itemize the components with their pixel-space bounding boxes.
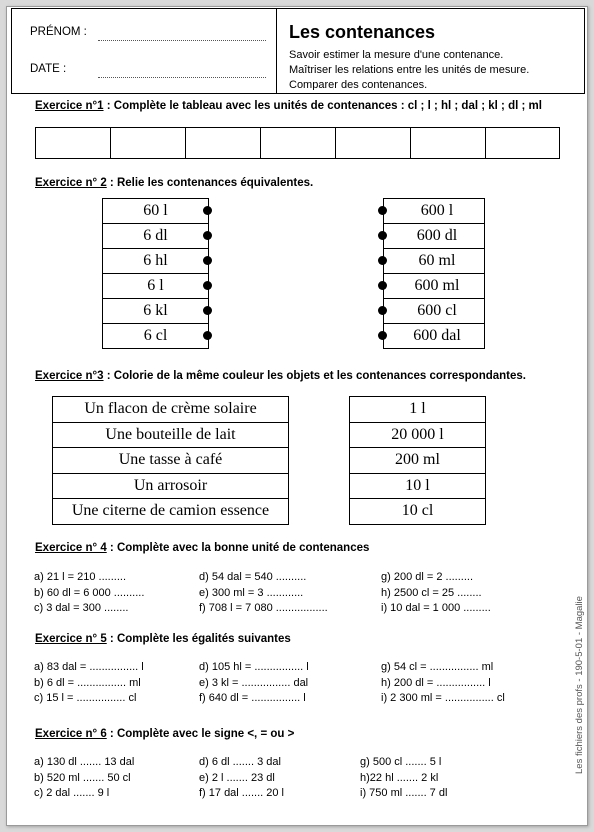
ex6-item[interactable]: e) 2 l ....... 23 dl: [199, 771, 275, 784]
ex6-item[interactable]: b) 520 ml ....... 50 cl: [34, 771, 131, 784]
ex4-item[interactable]: i) 10 dal = 1 000 .........: [381, 602, 491, 614]
ex3-value-cell[interactable]: 20 000 l: [349, 422, 486, 449]
ex1-answer-cell[interactable]: [335, 127, 411, 159]
ex2-right-cell: 600 cl: [383, 298, 485, 324]
ex5-label: Exercice n° 5: [35, 633, 107, 645]
objective-3: Comparer des contenances.: [289, 79, 428, 90]
ex2-right-cell: 60 ml: [383, 248, 485, 274]
ex1-instruction: : Complète le tableau avec les unités de contenances : cl ; l ; hl ; dal ; kl ; dl ; ml: [103, 100, 542, 112]
side-credit: Les fichiers des profs - 190-5-01 - Magalie: [574, 596, 585, 774]
ex2-right-cell: 600 dal: [383, 323, 485, 349]
ex1-answer-cell[interactable]: [410, 127, 486, 159]
ex5-item[interactable]: b) 6 dl = ................ ml: [34, 676, 141, 689]
ex2-left-link-dot[interactable]: [203, 306, 212, 315]
ex3-instruction: : Colorie de la même couleur les objets et les contenances correspondantes.: [103, 370, 526, 382]
ex5-item[interactable]: i) 2 300 ml = ................ cl: [381, 692, 505, 704]
ex3-value-cell[interactable]: 10 cl: [349, 498, 486, 525]
ex5-item[interactable]: f) 640 dl = ................ l: [199, 692, 306, 704]
ex6-item[interactable]: h)22 hl ....... 2 kl: [360, 771, 439, 784]
ex5-item[interactable]: h) 200 dl = ................ l: [381, 676, 491, 689]
ex2-left-cell: 6 hl: [102, 248, 209, 274]
ex6-item[interactable]: c) 2 dal ....... 9 l: [34, 787, 110, 799]
ex6-item[interactable]: i) 750 ml ....... 7 dl: [360, 787, 448, 799]
ex2-right-link-dot[interactable]: [378, 281, 387, 290]
ex1-answer-cell[interactable]: [185, 127, 261, 159]
ex5-instruction: : Complète les égalités suivantes: [106, 633, 291, 645]
date-field[interactable]: [98, 77, 266, 78]
ex3-value-cell[interactable]: 1 l: [349, 396, 486, 423]
ex4-item[interactable]: e) 300 ml = 3 ............: [199, 586, 304, 599]
ex2-left-link-dot[interactable]: [203, 256, 212, 265]
ex5-heading: [35, 633, 291, 645]
ex3-object-cell[interactable]: Une citerne de camion essence: [52, 498, 289, 525]
ex1-label: Exercice n°1: [35, 100, 104, 112]
ex1-answer-cell[interactable]: [110, 127, 186, 159]
ex1-heading: [35, 100, 542, 112]
ex6-item[interactable]: f) 17 dal ....... 20 l: [199, 787, 284, 799]
objective-2: Maîtriser les relations entre les unités de mesure.: [289, 64, 530, 76]
ex1-answer-cell[interactable]: [35, 127, 111, 159]
prenom-label: PRÉNOM :: [30, 26, 87, 38]
page-title: Les contenances: [289, 22, 436, 42]
ex2-left-cell: 6 dl: [102, 223, 209, 249]
ex6-label: Exercice n° 6: [35, 728, 107, 740]
ex2-left-link-dot[interactable]: [203, 231, 212, 240]
objective-1: Savoir estimer la mesure d'une contenance.: [289, 49, 504, 61]
ex2-left-cell: 6 kl: [102, 298, 209, 324]
ex4-heading: [35, 542, 369, 554]
ex1-answer-cell[interactable]: [260, 127, 336, 159]
ex3-value-cell[interactable]: 200 ml: [349, 447, 486, 474]
ex2-left-cell: 6 cl: [102, 323, 209, 349]
ex3-object-cell[interactable]: Un arrosoir: [52, 473, 289, 500]
ex2-right-link-dot[interactable]: [378, 231, 387, 240]
ex4-item[interactable]: d) 54 dal = 540 ..........: [199, 571, 307, 583]
prenom-field[interactable]: [98, 40, 266, 41]
ex2-right-cell: 600 l: [383, 198, 485, 224]
ex2-left-link-dot[interactable]: [203, 281, 212, 290]
ex3-object-cell[interactable]: Un flacon de crème solaire: [52, 396, 289, 423]
date-label: DATE :: [30, 63, 67, 75]
ex4-instruction: : Complète avec la bonne unité de contenances: [106, 542, 370, 554]
ex2-right-link-dot[interactable]: [378, 331, 387, 340]
ex5-item[interactable]: d) 105 hl = ................ l: [199, 661, 309, 673]
ex4-item[interactable]: f) 708 l = 7 080 .................: [199, 602, 328, 614]
ex2-left-cell: 60 l: [102, 198, 209, 224]
ex6-item[interactable]: a) 130 dl ....... 13 dal: [34, 756, 135, 768]
ex2-left-link-dot[interactable]: [203, 206, 212, 215]
ex5-item[interactable]: e) 3 kl = ................ dal: [199, 676, 309, 689]
ex4-item[interactable]: a) 21 l = 210 .........: [34, 571, 127, 583]
ex2-heading: [35, 177, 313, 189]
ex5-item[interactable]: c) 15 l = ................ cl: [34, 692, 137, 704]
ex4-item[interactable]: g) 200 dl = 2 .........: [381, 571, 474, 583]
ex2-left-cell: 6 l: [102, 273, 209, 299]
ex2-right-cell: 600 ml: [383, 273, 485, 299]
ex4-item[interactable]: c) 3 dal = 300 ........: [34, 602, 129, 614]
ex2-right-link-dot[interactable]: [378, 206, 387, 215]
ex2-right-cell: 600 dl: [383, 223, 485, 249]
ex2-right-link-dot[interactable]: [378, 256, 387, 265]
ex4-label: Exercice n° 4: [35, 542, 107, 554]
ex5-item[interactable]: a) 83 dal = ................ l: [34, 661, 144, 673]
ex6-instruction: : Complète avec le signe <, = ou >: [106, 728, 295, 740]
ex2-instruction: : Relie les contenances équivalentes.: [106, 177, 314, 189]
header-divider: [276, 8, 277, 94]
ex6-item[interactable]: g) 500 cl ....... 5 l: [360, 756, 442, 768]
ex2-right-link-dot[interactable]: [378, 306, 387, 315]
ex5-item[interactable]: g) 54 cl = ................ ml: [381, 661, 494, 673]
ex2-left-link-dot[interactable]: [203, 331, 212, 340]
ex3-object-cell[interactable]: Une bouteille de lait: [52, 422, 289, 449]
ex3-object-cell[interactable]: Une tasse à café: [52, 447, 289, 474]
ex2-label: Exercice n° 2: [35, 177, 107, 189]
ex6-heading: [35, 728, 294, 740]
ex4-item[interactable]: h) 2500 cl = 25 ........: [381, 586, 482, 599]
ex3-heading: [35, 370, 526, 382]
ex3-label: Exercice n°3: [35, 370, 104, 382]
ex6-item[interactable]: d) 6 dl ....... 3 dal: [199, 756, 281, 768]
ex3-value-cell[interactable]: 10 l: [349, 473, 486, 500]
ex1-answer-cell[interactable]: [485, 127, 560, 159]
ex4-item[interactable]: b) 60 dl = 6 000 ..........: [34, 586, 145, 599]
